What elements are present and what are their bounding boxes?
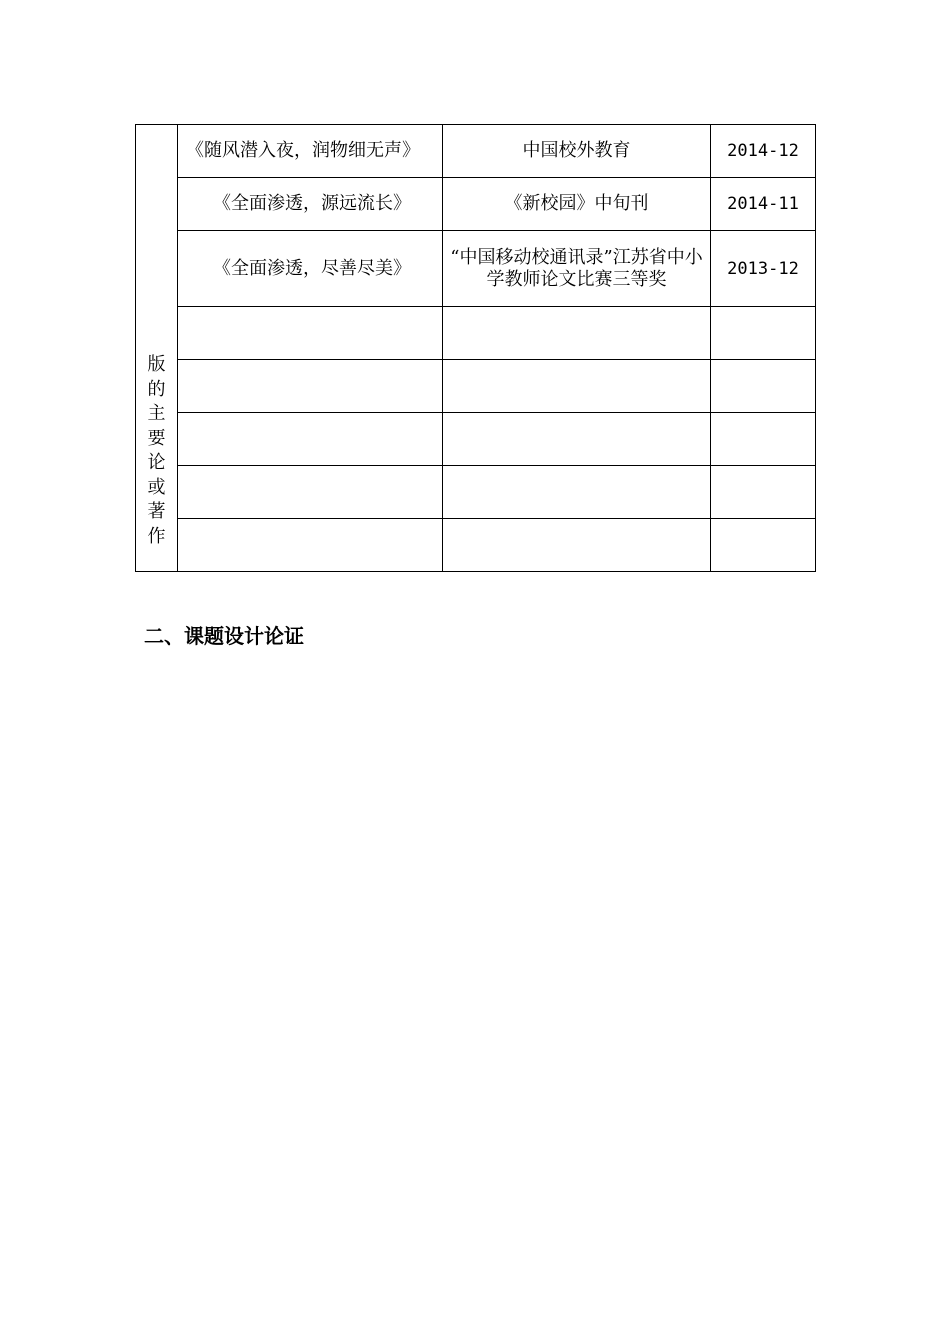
- category-label: 版的主要论或著作: [147, 354, 166, 547]
- paper-title-cell: [178, 413, 443, 466]
- date-cell: [711, 466, 816, 519]
- publications-table: [135, 124, 816, 572]
- publication-cell: 《新校园》中旬刊: [443, 178, 711, 231]
- date-cell: 2013-12: [711, 231, 816, 307]
- publication-cell: [443, 519, 711, 572]
- date-cell: 2014-11: [711, 178, 816, 231]
- publication-cell: [443, 413, 711, 466]
- table-row: [136, 125, 816, 178]
- table-row: [136, 519, 816, 572]
- paper-title-cell: 《全面渗透，源远流长》: [178, 178, 443, 231]
- publication-cell: 中国校外教育: [443, 125, 711, 178]
- paper-title-cell: [178, 466, 443, 519]
- table-row: [136, 360, 816, 413]
- category-label-cell: [136, 125, 178, 572]
- table-row: [136, 413, 816, 466]
- publication-cell: [443, 360, 711, 413]
- section-heading: 二、课题设计论证: [144, 624, 304, 648]
- date-cell: [711, 519, 816, 572]
- paper-title-cell: 《全面渗透，尽善尽美》: [178, 231, 443, 307]
- date-cell: [711, 413, 816, 466]
- publication-cell: [443, 466, 711, 519]
- paper-title-cell: 《随风潜入夜，润物细无声》: [178, 125, 443, 178]
- table-row: [136, 466, 816, 519]
- table-row: [136, 307, 816, 360]
- publication-cell: “中国移动校通讯录”江苏省中小学教师论文比赛三等奖: [443, 231, 711, 307]
- date-cell: 2014-12: [711, 125, 816, 178]
- paper-title-cell: [178, 519, 443, 572]
- table-row: [136, 231, 816, 307]
- date-cell: [711, 360, 816, 413]
- publication-cell: [443, 307, 711, 360]
- paper-title-cell: [178, 360, 443, 413]
- date-cell: [711, 307, 816, 360]
- paper-title-cell: [178, 307, 443, 360]
- table-row: [136, 178, 816, 231]
